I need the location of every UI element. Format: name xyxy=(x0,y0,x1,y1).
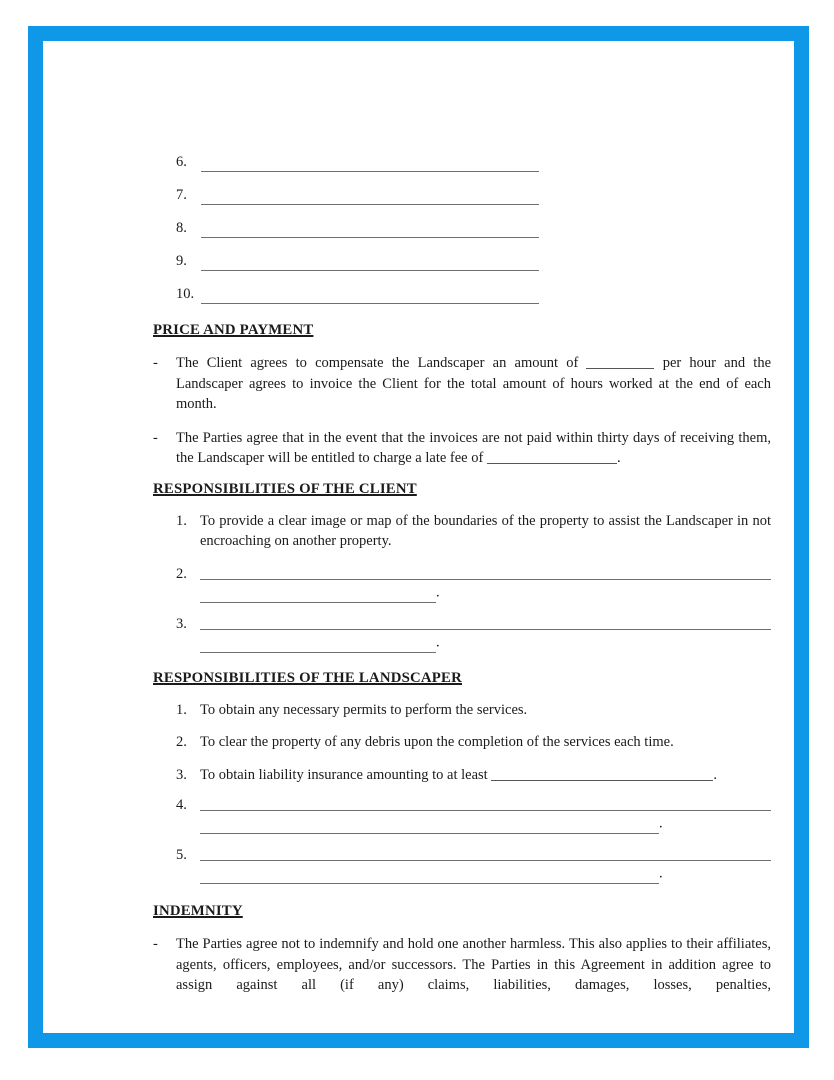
item-number: 4. xyxy=(176,797,187,813)
section-heading-landscaper-responsibilities: RESPONSIBILITIES OF THE LANDSCAPER xyxy=(153,669,462,686)
fill-in-blank xyxy=(491,769,713,781)
list-item xyxy=(176,765,771,786)
list-item xyxy=(176,139,771,172)
item-number: 8. xyxy=(176,219,187,236)
page-border xyxy=(28,26,809,1048)
list-item xyxy=(176,845,771,885)
paragraph-text xyxy=(176,428,771,469)
blank-line-row xyxy=(200,630,771,654)
client-responsibilities-list xyxy=(153,511,771,654)
blank-line xyxy=(201,221,539,238)
list-item xyxy=(176,564,771,604)
blank-line xyxy=(200,630,436,653)
blank-line xyxy=(201,155,539,172)
text-segment: per hour and the Landscaper agrees to invoice the Client for the total amount of hours worked at the end of each month. xyxy=(176,355,772,412)
blank-line xyxy=(200,861,659,884)
list-item xyxy=(176,238,771,271)
blank-line xyxy=(201,254,539,271)
item-number: 6. xyxy=(176,153,187,170)
item-number: 1. xyxy=(176,512,187,529)
paragraph-text: The Parties agree not to indemnify and hold one another harmless. This also applies to their affiliates, agents, officers, employees, and/or successors. The Parties in this Agreement in addition agree to assign against all (if any) claims, liabilities, damages, losses, penalties, xyxy=(176,936,771,993)
blank-line-row xyxy=(200,861,771,885)
landscaper-responsibilities-list xyxy=(153,700,771,886)
text-segment: The Client agrees to compensate the Landscaper an amount of xyxy=(176,355,579,371)
item-number: 1. xyxy=(176,701,187,718)
item-number: 3. xyxy=(176,766,187,783)
fill-in-blank xyxy=(487,452,617,464)
bullet-dash: - xyxy=(153,429,158,446)
item-number: 2. xyxy=(176,565,187,582)
blank-line-row xyxy=(200,811,771,835)
section-heading-price-and-payment: PRICE AND PAYMENT xyxy=(153,322,314,338)
text-segment: The Parties agree that in the event that the invoices are not paid within thirty days of receiving them, the Landscaper will be entitled to charge a late fee of xyxy=(176,429,771,466)
list-item xyxy=(176,614,771,654)
item-text: To obtain any necessary permits to perform the services. xyxy=(200,701,528,718)
bullet-dash: - xyxy=(153,936,158,952)
item-text: To provide a clear image or map of the boundaries of the property to assist the Landscaper in not encroaching on another property. xyxy=(200,512,771,549)
text-segment: . xyxy=(616,450,621,466)
list-item xyxy=(176,172,771,205)
blank-line xyxy=(200,580,436,603)
bullet-paragraph xyxy=(153,934,771,996)
blank-line xyxy=(200,845,771,861)
text-segment: . xyxy=(659,815,663,832)
bullet-paragraph xyxy=(153,353,771,415)
list-item xyxy=(176,700,771,721)
item-number: 9. xyxy=(176,252,187,269)
blank-line xyxy=(200,614,771,630)
bullet-paragraph xyxy=(153,428,771,469)
item-number: 3. xyxy=(176,615,187,632)
blank-line-row xyxy=(200,580,771,604)
section-heading-client-responsibilities: RESPONSIBILITIES OF THE CLIENT xyxy=(153,480,417,497)
item-text: To clear the property of any debris upon the completion of the services each time. xyxy=(200,734,674,750)
text-segment: . xyxy=(713,766,717,783)
page-content xyxy=(153,41,771,996)
paragraph-text xyxy=(176,353,771,415)
list-item xyxy=(176,795,771,835)
item-number: 2. xyxy=(176,734,187,750)
numbered-blank-list xyxy=(153,139,771,304)
blank-line xyxy=(200,811,659,834)
item-number: 5. xyxy=(176,847,187,863)
bullet-dash: - xyxy=(153,355,158,371)
blank-line xyxy=(201,188,539,205)
text-segment: To obtain liability insurance amounting to at least xyxy=(200,766,488,783)
text-segment: . xyxy=(436,584,440,600)
text-segment: . xyxy=(659,865,663,882)
list-item xyxy=(176,271,771,304)
item-number: 7. xyxy=(176,186,187,203)
list-item xyxy=(176,732,771,753)
blank-line xyxy=(200,564,771,580)
list-item xyxy=(176,205,771,238)
item-number: 10. xyxy=(176,285,195,302)
item-text xyxy=(200,765,771,786)
text-segment: . xyxy=(436,634,440,650)
list-item xyxy=(176,511,771,552)
blank-line xyxy=(200,795,771,811)
fill-in-blank xyxy=(586,357,654,369)
section-heading-indemnity: INDEMNITY xyxy=(153,903,243,919)
blank-line xyxy=(201,287,539,304)
